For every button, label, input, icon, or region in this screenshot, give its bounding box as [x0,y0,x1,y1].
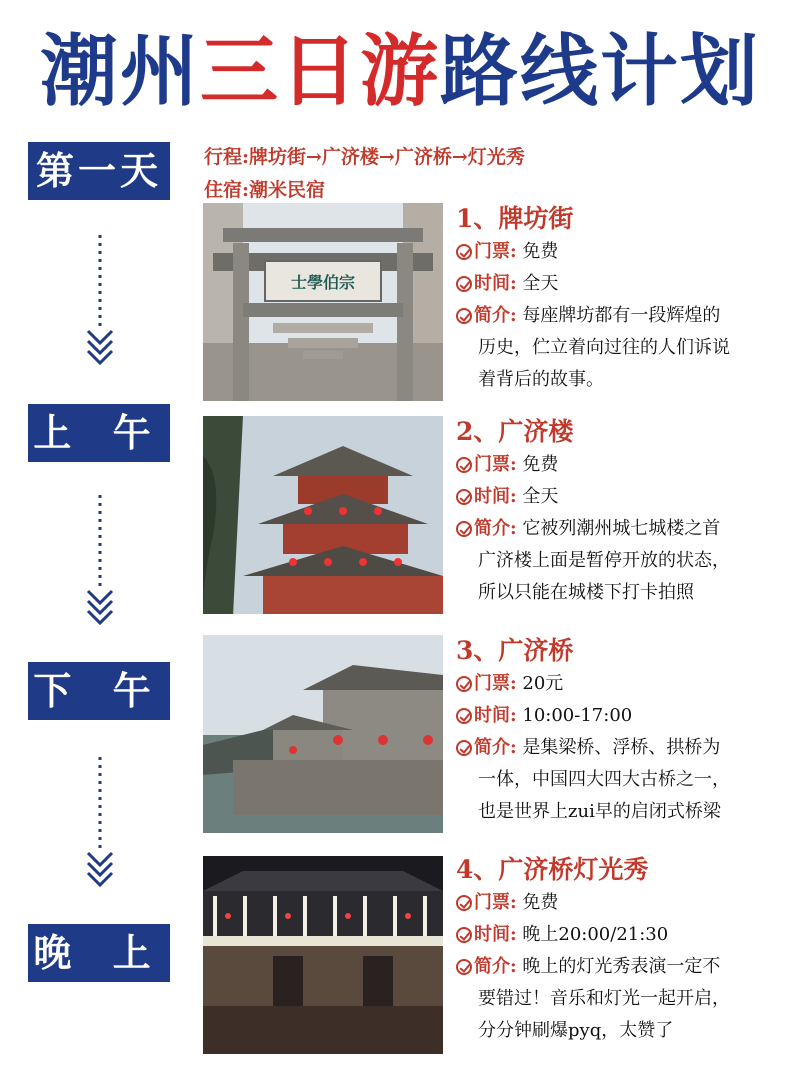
photo-paifang-street [203,203,443,401]
ticket-label: 门票: [474,892,517,913]
time-row [456,481,786,513]
time-value: 晚上20:00/21:30 [522,924,669,945]
ticket-row [456,236,786,268]
time-label: 时间: [474,705,517,726]
check-icon [456,276,472,292]
down-arrow-icon [80,757,120,892]
photo-light-show [203,856,443,1054]
check-icon [456,457,472,473]
intro-line: 着背后的故事。 [478,369,604,390]
check-icon [456,521,472,537]
check-icon [456,927,472,943]
time-row [456,700,786,732]
ticket-row [456,887,786,919]
check-icon [456,895,472,911]
ticket-label: 门票: [474,673,517,694]
label-day-one: 第一天 [28,142,170,200]
check-icon [456,244,472,260]
spot-title: 2、广济楼 [456,417,574,446]
intro-line: 历史，伫立着向过往的人们诉说 [478,337,730,358]
title-part-3: 游 [360,27,441,117]
ticket-row [456,668,786,700]
check-icon [456,708,472,724]
ticket-value: 20元 [522,673,564,694]
intro-line: 要错过！音乐和灯光一起开启， [478,988,730,1009]
intro-line: 晚上的灯光秀表演一定不 [522,956,721,977]
photo-guangji-tower [203,416,443,614]
page-title [0,22,800,122]
time-value: 全天 [522,273,559,294]
time-label: 时间: [474,273,517,294]
intro-row [456,513,786,545]
intro-line: 是集梁桥、浮桥、拱桥为 [522,737,721,758]
down-arrow-icon [80,495,120,630]
intro-line: 每座牌坊都有一段辉煌的 [522,305,721,326]
label-afternoon: 下 午 [28,662,170,720]
check-icon [456,308,472,324]
spot-title: 1、牌坊街 [456,204,574,233]
ticket-value: 免费 [522,454,559,475]
time-label: 时间: [474,924,517,945]
spot-title: 4、广济桥灯光秀 [456,855,649,884]
intro-line: 分分钟刷爆pyq，太赞了 [478,1020,674,1041]
intro-label: 简介: [474,518,517,539]
intro-row [456,732,786,764]
check-icon [456,740,472,756]
intro-line: 一体，中国四大四大古桥之一， [478,769,730,790]
label-evening: 晚 上 [28,924,170,982]
intro-label: 简介: [474,956,517,977]
ticket-value: 免费 [522,241,559,262]
lodging-text: 住宿:潮米民宿 [204,179,326,201]
intro-line: 也是世界上zui早的启闭式桥梁 [478,801,721,822]
time-value: 全天 [522,486,559,507]
intro-row [456,951,786,983]
title-part-2: 三日 [199,27,360,117]
time-value: 10:00-17:00 [522,705,633,726]
check-icon [456,489,472,505]
spot-info-2 [456,415,786,609]
intro-row [456,300,786,332]
itinerary-text: 行程:牌坊街→广济楼→广济桥→灯光秀 [204,146,525,168]
intro-label: 简介: [474,737,517,758]
ticket-value: 免费 [522,892,559,913]
intro-label: 简介: [474,305,517,326]
ticket-row [456,449,786,481]
intro-line: 所以只能在城楼下打卡拍照 [478,582,694,603]
spot-info-4 [456,853,786,1047]
title-part-1: 潮州 [39,27,200,117]
time-row [456,268,786,300]
photo-guangji-bridge [203,635,443,833]
time-row [456,919,786,951]
spot-title: 3、广济桥 [456,636,574,665]
label-morning: 上 午 [28,404,170,462]
check-icon [456,676,472,692]
paifang-sign: 士學伯宗 [290,273,356,292]
ticket-label: 门票: [474,454,517,475]
intro-line: 它被列潮州城七城楼之首 [522,518,721,539]
down-arrow-icon [80,235,120,370]
title-part-4: 路线计划 [440,27,761,117]
spot-info-1 [456,202,786,396]
ticket-label: 门票: [474,241,517,262]
intro-line: 广济楼上面是暂停开放的状态， [478,550,730,571]
time-label: 时间: [474,486,517,507]
spot-info-3 [456,634,786,828]
check-icon [456,959,472,975]
